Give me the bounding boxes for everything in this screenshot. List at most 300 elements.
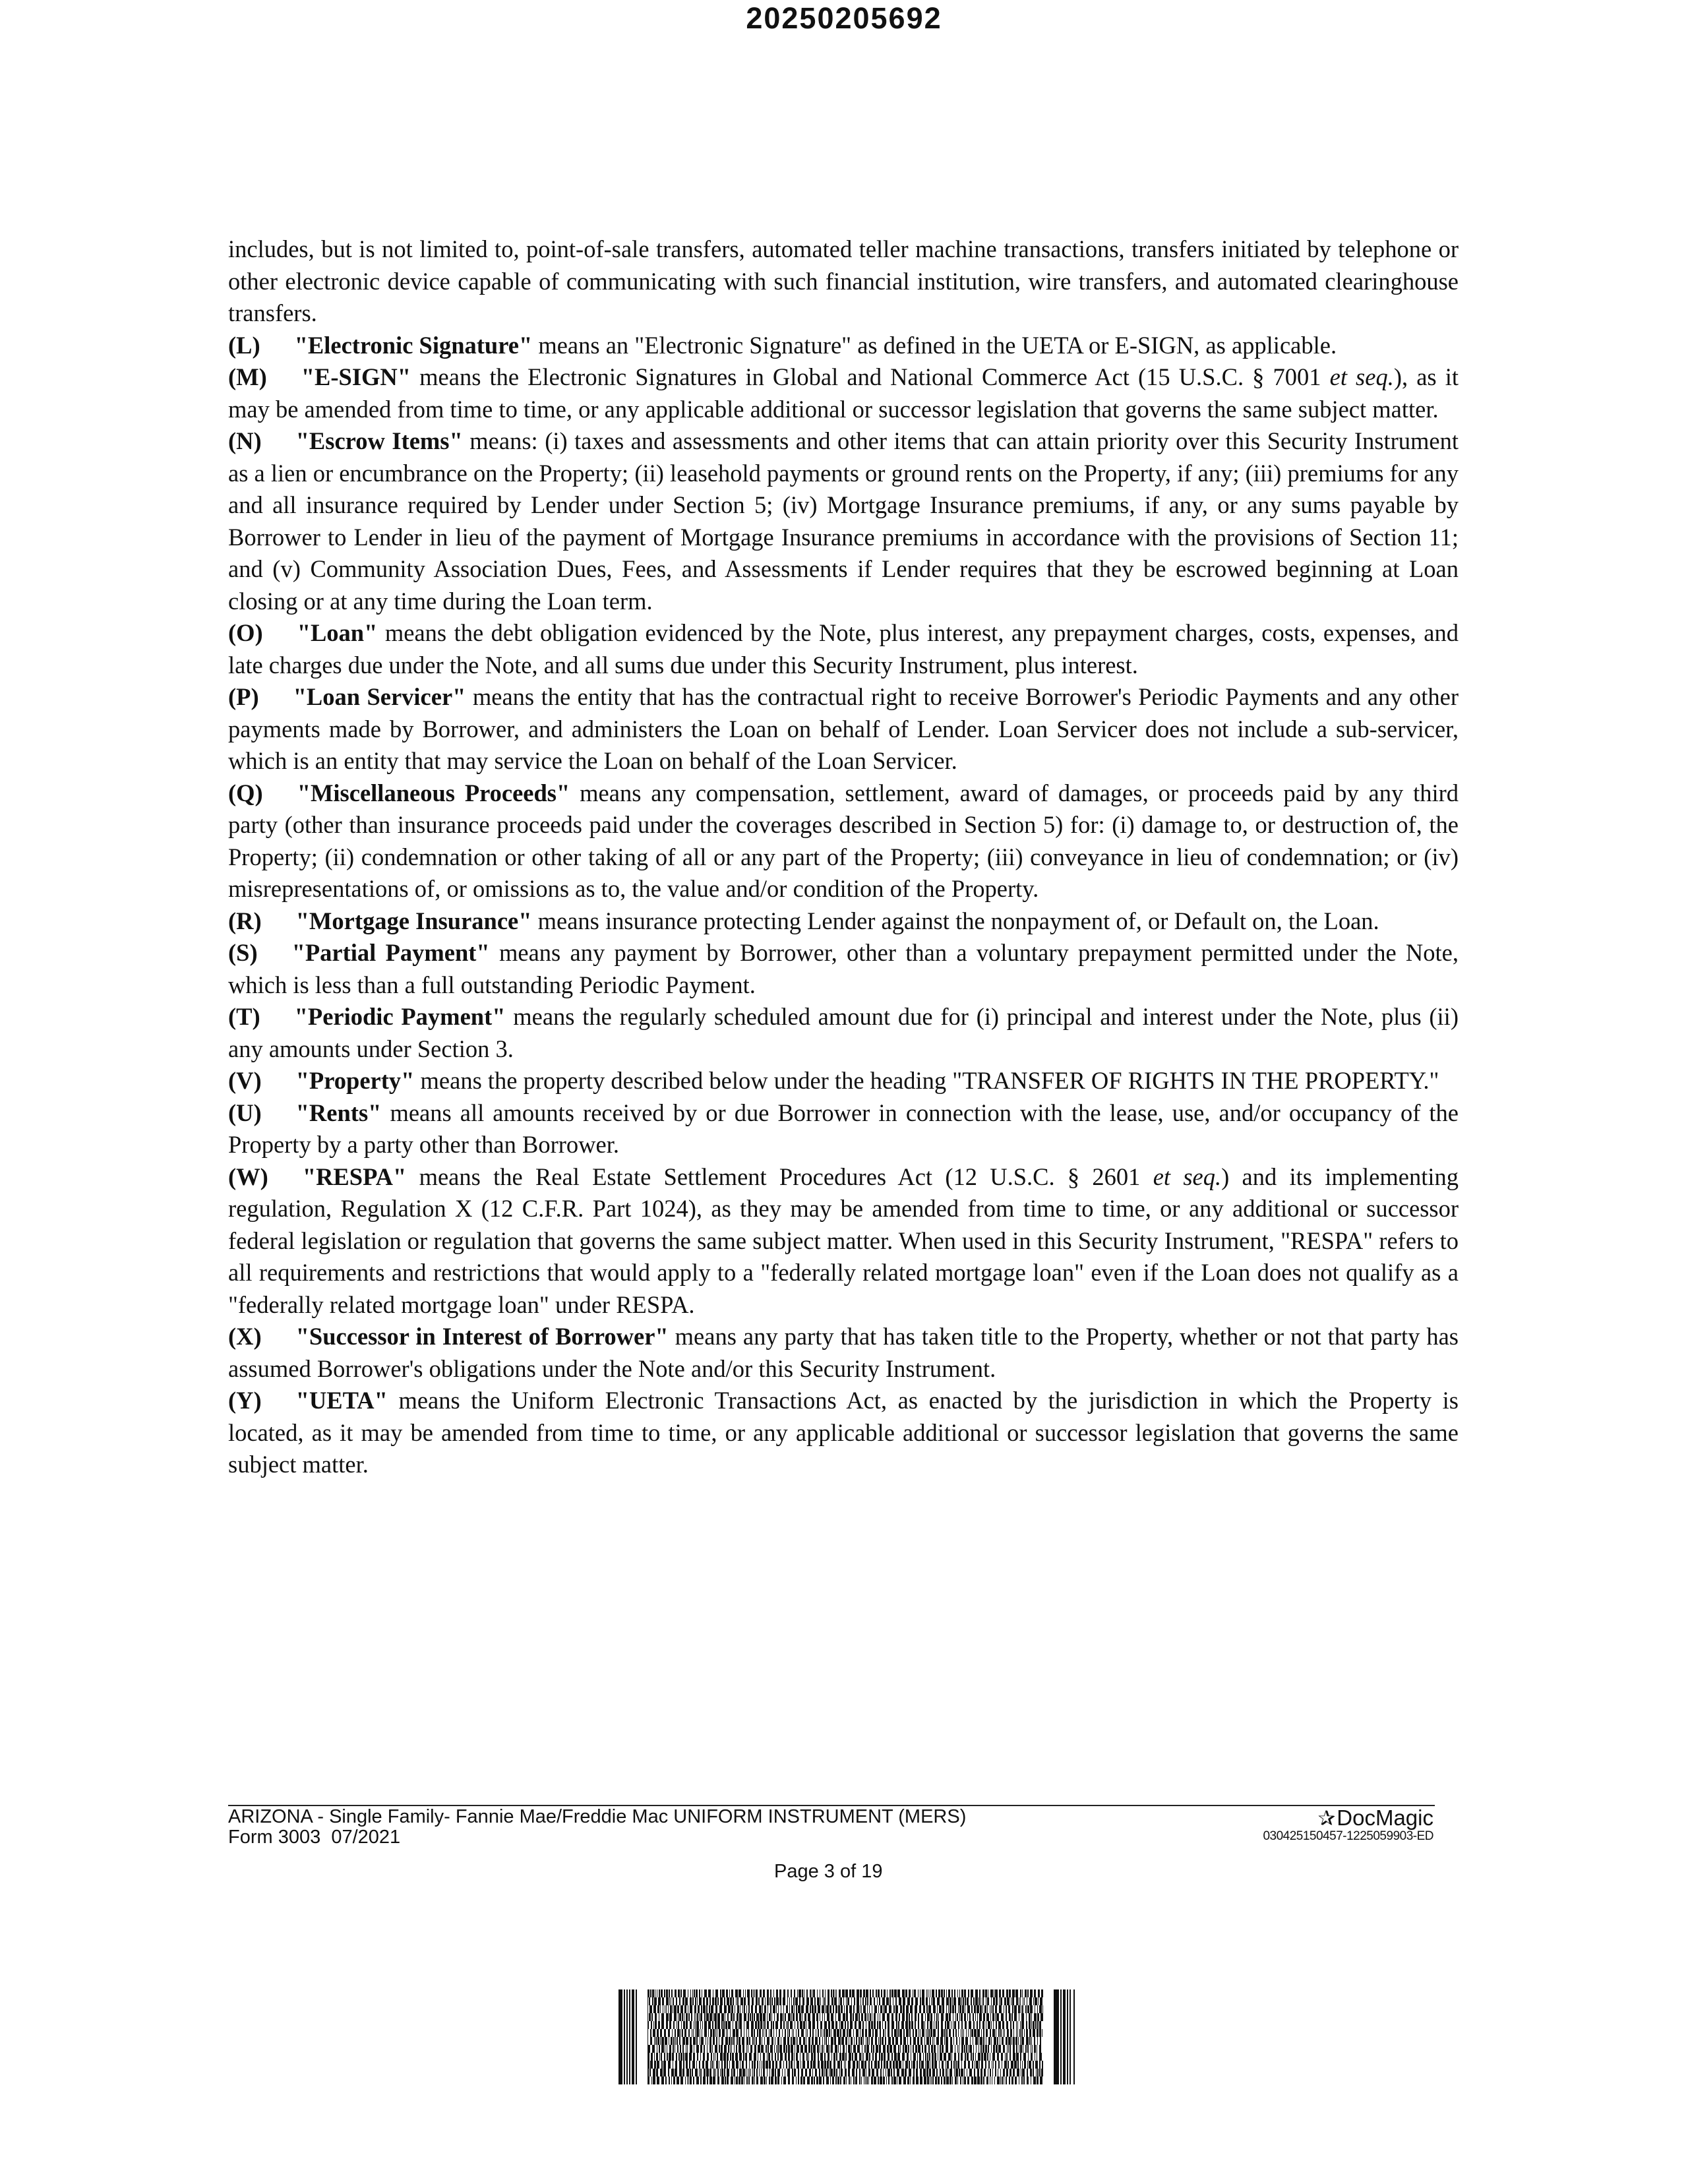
barcode-bar <box>983 2013 985 2021</box>
barcode-bar <box>654 2037 655 2045</box>
barcode-bar <box>905 2045 907 2053</box>
barcode-bar <box>686 2037 688 2045</box>
barcode-bar <box>780 2053 783 2061</box>
barcode-bar <box>840 2045 841 2053</box>
barcode-bar <box>759 2029 761 2037</box>
barcode-bar <box>891 2029 893 2037</box>
barcode-bar <box>682 2029 683 2037</box>
barcode-bar <box>1042 2005 1043 2013</box>
barcode-bar <box>923 2069 926 2077</box>
barcode-bar <box>730 2045 731 2053</box>
barcode-bar <box>913 2077 915 2084</box>
barcode-bar <box>738 2045 741 2053</box>
barcode-bar <box>974 2005 976 2013</box>
barcode-bar <box>671 2077 672 2084</box>
barcode-bar <box>941 1989 943 1997</box>
barcode-bar <box>678 2053 680 2061</box>
barcode-bar <box>797 1989 798 1997</box>
barcode-bar <box>739 2021 742 2029</box>
barcode-bar <box>828 1989 829 1997</box>
barcode-bar <box>1031 2021 1032 2029</box>
barcode-bar <box>945 2021 946 2029</box>
barcode-bar <box>785 2029 786 2037</box>
barcode-bar <box>944 2077 946 2084</box>
barcode-bar <box>712 2045 713 2053</box>
barcode-bar <box>956 2037 957 2045</box>
barcode-bar <box>921 2021 924 2029</box>
barcode-bar <box>1018 2037 1019 2045</box>
barcode-bar <box>911 1997 913 2005</box>
barcode-bar <box>952 2077 953 2084</box>
barcode-bar <box>886 2061 888 2069</box>
barcode-bar <box>692 2061 695 2069</box>
barcode-bar <box>822 2069 824 2077</box>
barcode-bar <box>897 1989 900 1997</box>
barcode-bar <box>753 1989 754 1997</box>
barcode-bar <box>700 2053 701 2061</box>
definition-label: (Q) <box>228 779 263 806</box>
barcode-bar <box>675 2061 677 2069</box>
barcode-bar <box>1023 2053 1026 2061</box>
definition-term: "Partial Payment" <box>291 939 490 966</box>
barcode-bar <box>669 1997 670 2005</box>
form-number: Form 3003 07/2021 <box>228 1827 401 1848</box>
barcode-bar <box>1000 2077 1001 2084</box>
barcode-bar <box>719 2029 721 2037</box>
barcode-bar <box>773 2005 775 2013</box>
barcode-bar <box>874 1997 875 2005</box>
barcode-bar <box>721 2013 724 2021</box>
barcode-bar <box>1020 1989 1021 1997</box>
barcode-bar <box>669 1989 670 1997</box>
barcode-bar <box>994 2077 995 2084</box>
barcode-bar <box>927 2013 930 2021</box>
barcode-bar <box>814 2005 816 2013</box>
barcode-bar <box>885 2021 886 2029</box>
barcode-bar <box>846 2013 848 2021</box>
barcode-bar <box>1026 2021 1027 2029</box>
barcode-bar <box>787 1989 789 1997</box>
barcode-bar <box>823 1997 824 2005</box>
barcode-bar <box>972 2061 973 2069</box>
barcode-bar <box>1023 2077 1025 2084</box>
barcode-bar <box>657 2029 659 2037</box>
barcode-bar <box>762 2005 763 2013</box>
barcode-bar <box>845 1989 848 1997</box>
barcode-bar <box>731 1989 733 1997</box>
barcode-bar <box>975 2013 976 2021</box>
barcode-bar <box>691 2013 692 2021</box>
barcode-bar <box>901 2069 904 2077</box>
barcode-bar <box>845 2021 846 2029</box>
barcode-bar <box>776 2005 777 2013</box>
definition-item <box>228 330 1459 362</box>
barcode-bar <box>863 1989 865 1997</box>
barcode-bar <box>857 2045 860 2053</box>
barcode-bar <box>693 2053 695 2061</box>
barcode-bar <box>1033 2021 1035 2029</box>
barcode-bar <box>793 2029 794 2037</box>
barcode-bar <box>682 2013 683 2021</box>
barcode-bar <box>828 2037 829 2045</box>
barcode-bar <box>789 1997 790 2005</box>
barcode-bar <box>682 2037 685 2045</box>
barcode-bar <box>953 2061 955 2069</box>
barcode-bar <box>795 1997 798 2005</box>
barcode-bar <box>862 2021 864 2029</box>
barcode-bar <box>871 2021 873 2029</box>
barcode-bar <box>1013 2029 1014 2037</box>
barcode-bar <box>979 2013 982 2021</box>
barcode-bar <box>780 2013 783 2021</box>
barcode-bar <box>709 2013 712 2021</box>
barcode-bar <box>777 2053 779 2061</box>
barcode-bar <box>826 2005 829 2013</box>
barcode-bar <box>998 2045 1001 2053</box>
barcode-bar <box>731 2077 733 2084</box>
barcode-bar <box>919 2005 921 2013</box>
barcode-bar <box>786 2021 787 2029</box>
barcode-bar <box>1022 1989 1023 1997</box>
barcode-bar <box>996 2045 998 2053</box>
barcode-bar <box>951 2053 952 2061</box>
barcode-bar <box>771 2077 773 2084</box>
barcode-bar <box>717 2053 718 2061</box>
barcode-bar <box>877 2021 878 2029</box>
barcode-bar <box>906 2005 909 2013</box>
barcode-bar <box>809 2069 811 2077</box>
barcode-bar <box>666 1997 669 2005</box>
barcode-bar <box>690 2045 692 2053</box>
barcode-bar <box>725 2077 726 2084</box>
barcode-bar <box>788 2053 790 2061</box>
barcode-bar <box>756 1997 758 2005</box>
barcode-bar <box>783 2021 785 2029</box>
barcode-bar <box>845 2053 847 2061</box>
barcode-bar <box>813 1989 815 1997</box>
barcode-bar <box>995 2013 996 2021</box>
barcode-bar <box>944 2037 945 2045</box>
barcode-bar <box>735 2021 737 2029</box>
definition-label: (Y) <box>228 1387 262 1414</box>
barcode-bar <box>648 2061 649 2069</box>
barcode-bar <box>947 2021 950 2029</box>
barcode-bar <box>949 2013 951 2021</box>
barcode-bar <box>757 2061 758 2069</box>
barcode-bar <box>657 2037 659 2045</box>
barcode-bar <box>749 2061 750 2069</box>
barcode-bar <box>1006 2069 1008 2077</box>
barcode-bar <box>1025 2005 1027 2013</box>
barcode-bar <box>917 2053 918 2061</box>
barcode-bar <box>710 2061 711 2069</box>
barcode-bar <box>864 2045 866 2053</box>
definition-text: means the debt obligation evidenced by the Note, plus interest, any prepayment charges, costs, expenses, and late charges due under the Note, and all sums due under this Security Instrument, plus interest. <box>228 619 1459 679</box>
barcode-bar <box>709 1997 711 2005</box>
barcode-bar <box>881 2053 883 2061</box>
barcode-bar <box>715 2069 716 2077</box>
barcode-bar <box>744 1997 746 2005</box>
barcode-bar <box>843 1997 844 2005</box>
barcode-bar <box>965 2037 968 2045</box>
barcode-bar <box>819 2077 822 2084</box>
barcode-bar <box>1024 1997 1025 2005</box>
barcode-bar <box>880 2077 882 2084</box>
barcode-bar <box>910 2005 913 2013</box>
barcode-bar <box>685 2077 686 2084</box>
barcode-bar <box>933 2005 936 2013</box>
barcode-bar <box>1029 2013 1031 2021</box>
definition-text: means insurance protecting Lender against the nonpayment of, or Default on, the Loan. <box>531 907 1379 934</box>
barcode-bar <box>994 2037 996 2045</box>
barcode-bar <box>796 2005 797 2013</box>
barcode-bar <box>856 2037 857 2045</box>
barcode-bar <box>835 2013 836 2021</box>
barcode-bar <box>707 2053 709 2061</box>
barcode-bar <box>986 2029 988 2037</box>
barcode-bar <box>812 2029 814 2037</box>
barcode-bar <box>806 2053 808 2061</box>
barcode-bar <box>1029 1997 1032 2005</box>
barcode-bar <box>841 2021 843 2029</box>
barcode-bar <box>755 2021 757 2029</box>
barcode-bar <box>636 1989 637 2084</box>
definition-text-continued: ) and its implementing regulation, Regulation X (12 C.F.R. Part 1024), as they may be amended from time to time, or any additional or successor federal legislation or regulation that governs the same subject matter. When used in this Security Instrument, "RESPA" refers to all requirements and restrictions that would apply to a "federally related mortgage loan" even if the Loan does not qualify as a "federally related mortgage loan" under RESPA. <box>228 1163 1459 1318</box>
barcode-bar <box>925 2053 926 2061</box>
barcode-bar <box>871 2037 873 2045</box>
barcode-bar <box>794 2053 795 2061</box>
barcode-bar <box>723 2053 726 2061</box>
barcode-bar <box>1026 2013 1027 2021</box>
barcode-bar <box>951 1989 953 1997</box>
barcode-bar <box>651 2013 653 2021</box>
barcode-bar <box>696 2077 699 2084</box>
barcode-bar <box>674 2005 677 2013</box>
barcode-bar <box>995 2005 997 2013</box>
barcode-bar <box>696 2061 697 2069</box>
barcode-bar <box>946 2037 948 2045</box>
barcode-bar <box>685 2053 688 2061</box>
barcode-bar <box>758 2045 760 2053</box>
definition-term: "UETA" <box>295 1387 388 1414</box>
barcode-bar <box>931 2045 933 2053</box>
barcode-bar <box>774 2013 775 2021</box>
barcode-bar <box>800 2021 802 2029</box>
barcode-bar <box>725 2021 727 2029</box>
barcode-bar <box>853 2045 856 2053</box>
barcode-bar <box>992 2069 993 2077</box>
barcode-bar <box>824 2021 827 2029</box>
barcode-bar <box>920 2037 922 2045</box>
barcode-bar <box>799 2037 801 2045</box>
barcode-bar <box>653 2021 654 2029</box>
barcode-bar <box>750 2069 751 2077</box>
barcode-bar <box>736 2029 738 2037</box>
barcode-bar <box>955 2069 958 2077</box>
barcode-bar <box>808 2021 811 2029</box>
barcode-bar <box>1029 2037 1031 2045</box>
barcode-bar <box>932 2053 934 2061</box>
barcode-bar <box>686 2021 688 2029</box>
barcode-bar <box>699 2069 700 2077</box>
barcode-bar <box>849 2053 851 2061</box>
barcode-bar <box>739 2069 742 2077</box>
barcode-bar <box>820 1997 821 2005</box>
definition-term: "Periodic Payment" <box>294 1003 506 1030</box>
barcode-bar <box>754 2069 755 2077</box>
barcode-bar <box>967 1997 969 2005</box>
barcode-bar <box>754 2029 755 2037</box>
barcode-bar <box>803 2021 805 2029</box>
barcode-bar <box>701 2005 702 2013</box>
barcode-bar <box>853 2005 855 2013</box>
barcode-bar <box>874 2005 877 2013</box>
barcode-bar <box>946 2013 948 2021</box>
barcode-bar <box>941 2029 944 2037</box>
barcode-bar <box>1031 2013 1032 2021</box>
barcode-bar <box>786 2045 787 2053</box>
barcode-bar <box>1010 2021 1011 2029</box>
barcode-bar <box>1006 2005 1007 2013</box>
barcode-bar <box>934 2061 937 2069</box>
barcode-bar <box>1039 2021 1041 2029</box>
barcode-bar <box>756 1989 758 1997</box>
barcode-bar <box>932 1989 934 1997</box>
barcode-bar <box>1012 1989 1015 1997</box>
barcode-bar <box>841 2037 844 2045</box>
barcode-bar <box>706 2005 708 2013</box>
barcode-bar <box>893 2069 895 2077</box>
barcode-bar <box>675 1989 677 1997</box>
barcode-bar <box>1022 2069 1025 2077</box>
barcode-bar <box>834 1997 837 2005</box>
barcode-bar <box>957 1989 958 1997</box>
barcode-bar <box>833 1989 834 1997</box>
barcode-bar <box>632 1989 634 2084</box>
barcode-bar <box>761 2045 764 2053</box>
barcode-bar <box>864 2061 866 2069</box>
barcode-bar <box>868 2061 870 2069</box>
barcode-bar <box>866 1989 868 1997</box>
barcode-bar <box>892 2037 894 2045</box>
barcode-bar <box>840 2029 841 2037</box>
barcode-bar <box>941 2077 942 2084</box>
barcode-bar <box>840 1997 842 2005</box>
barcode-bar <box>870 1997 872 2005</box>
barcode-bar <box>660 2005 661 2013</box>
barcode-bar <box>654 2061 656 2069</box>
definition-term: "Miscellaneous Proceeds" <box>297 779 570 806</box>
barcode-bar <box>742 2069 745 2077</box>
barcode-bar <box>992 2029 995 2037</box>
barcode-bar <box>673 2037 675 2045</box>
barcode-bar <box>776 2029 777 2037</box>
barcode-bar <box>783 2061 784 2069</box>
barcode-bar <box>996 2013 999 2021</box>
barcode-bar <box>1024 2029 1025 2037</box>
barcode-bar <box>803 2037 805 2045</box>
barcode-bar <box>906 2013 908 2021</box>
barcode-bar <box>779 2061 781 2069</box>
barcode-bar <box>1016 2045 1017 2053</box>
barcode-bar <box>791 2037 792 2045</box>
barcode-bar <box>906 2029 909 2037</box>
barcode-bar <box>927 2029 928 2037</box>
barcode-bar <box>768 2045 769 2053</box>
barcode-bar <box>666 2013 669 2021</box>
barcode-bar <box>813 2045 816 2053</box>
barcode-bar <box>907 2077 909 2084</box>
barcode-bar <box>695 2021 696 2029</box>
barcode-bar <box>899 2077 901 2084</box>
barcode-bar <box>961 2053 963 2061</box>
barcode-bar <box>957 2013 958 2021</box>
barcode-bar <box>918 1989 919 1997</box>
barcode-bar <box>880 2005 882 2013</box>
barcode-bar <box>930 2037 931 2045</box>
barcode-bar <box>774 1997 775 2005</box>
barcode-bar <box>759 2069 760 2077</box>
barcode-bar <box>713 2077 715 2084</box>
barcode-bar <box>986 2077 988 2084</box>
barcode-bar <box>1030 2069 1032 2077</box>
barcode-bar <box>975 1989 978 1997</box>
barcode-bar <box>678 1989 680 1997</box>
barcode-bar <box>756 2069 758 2077</box>
barcode-bar <box>807 2061 809 2069</box>
barcode-bar <box>838 2037 841 2045</box>
barcode-bar <box>822 2005 824 2013</box>
barcode-bar <box>868 2069 870 2077</box>
barcode-bar <box>649 2013 651 2021</box>
recording-number: 20250205692 <box>746 1 942 35</box>
barcode-bar <box>848 2069 850 2077</box>
barcode-bar <box>990 2069 991 2077</box>
definition-label: (N) <box>228 427 262 454</box>
barcode-bar <box>668 2005 669 2013</box>
barcode-bar <box>770 2045 773 2053</box>
barcode-bar <box>673 1997 674 2005</box>
definition-label: (P) <box>228 683 259 710</box>
barcode-bar <box>799 2013 801 2021</box>
barcode-bar <box>948 2005 949 2013</box>
barcode-bar <box>1013 2069 1015 2077</box>
barcode-bar <box>771 2013 772 2021</box>
barcode-bar <box>842 1989 845 1997</box>
barcode-bar <box>764 2037 765 2045</box>
definition-text: means the Electronic Signatures in Global and National Commerce Act (15 U.S.C. § 7001 <box>411 363 1330 390</box>
barcode-bar <box>700 2013 702 2021</box>
barcode-bar <box>670 2005 672 2013</box>
barcode-bar <box>939 2005 942 2013</box>
barcode-bar <box>689 2053 692 2061</box>
barcode-bar <box>720 2069 721 2077</box>
barcode-bar <box>680 2045 681 2053</box>
barcode-bar <box>915 1997 918 2005</box>
barcode-bar <box>721 2077 724 2084</box>
barcode-bar <box>1006 2053 1008 2061</box>
barcode-bar <box>926 2061 929 2069</box>
barcode-bar <box>1037 2037 1038 2045</box>
barcode-bar <box>673 2077 675 2084</box>
barcode-bar <box>796 2029 797 2037</box>
barcode-bar <box>755 2005 757 2013</box>
barcode-bar <box>764 2005 766 2013</box>
barcode-bar <box>765 1997 766 2005</box>
barcode-bar <box>797 2021 799 2029</box>
barcode-bar <box>840 2077 841 2084</box>
barcode-bar <box>787 2021 789 2029</box>
